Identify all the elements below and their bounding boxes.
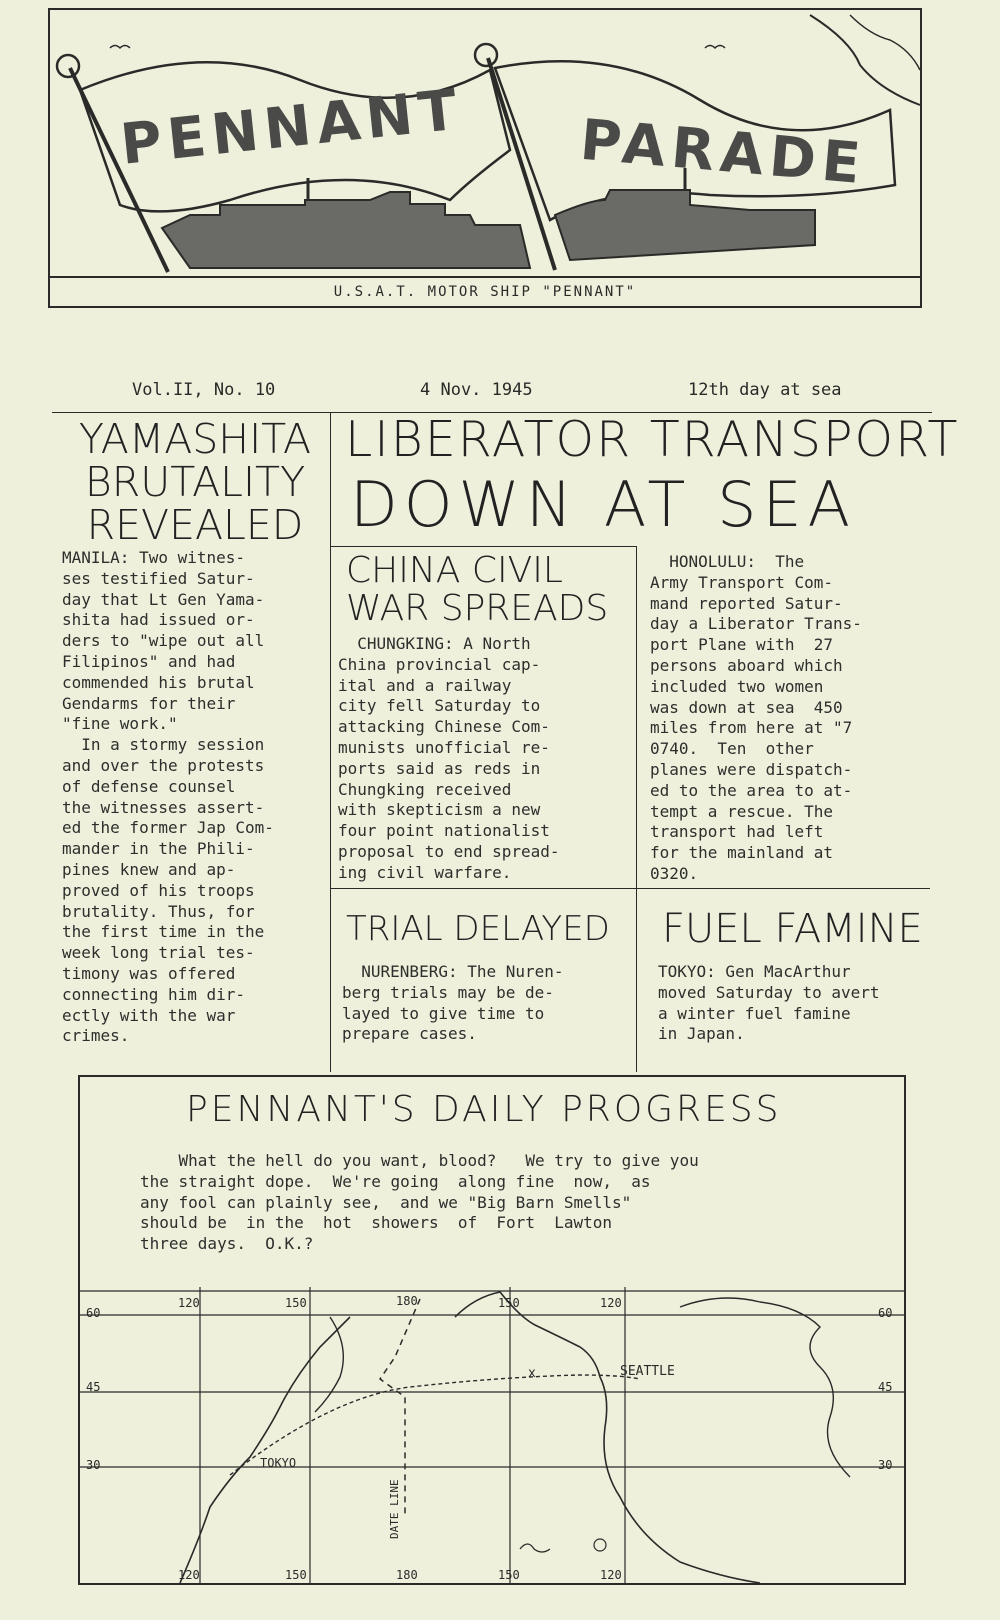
map-right-label-1: 60 — [878, 1306, 893, 1320]
volume-number: Vol.II, No. 10 — [132, 380, 276, 400]
map-bottom-label-1: 120 — [178, 1568, 200, 1582]
liberator-headline-line2: DOWN AT SEA — [350, 468, 857, 541]
map-bottom-label-5: 120 — [600, 1568, 622, 1582]
yamashita-body: MANILA: Two witnes- ses testified Satur- day that Lt Gen Yama- shita had issued or- ders to "wipe out all Filipinos" and had commended his brutal Gendarms for their "fine work." In a stormy session and over the protests of defense counsel the witnesses assert- ed the former Jap Com- mander in the Phili- pines knew and ap- proved of his troops brutality. Thus, for the first time in the week long trial tes- timony was offered connecting him dir- ectly with the war crimes. — [62, 548, 274, 1046]
map-place-tokyo: TOKYO — [260, 1456, 297, 1470]
yamashita-headline-line2: BRUTALITY — [84, 458, 306, 507]
map-top-label-5: 120 — [600, 1296, 622, 1310]
trial-headline: TRIAL DELAYED — [346, 909, 610, 949]
map-left-label-2: 45 — [86, 1380, 101, 1394]
fuel-body: TOKYO: Gen MacArthur moved Saturday to avert a winter fuel famine in Japan. — [658, 962, 880, 1044]
yamashita-headline-line3: REVEALED — [86, 501, 304, 550]
liberator-body: HONOLULU: The Army Transport Com- mand reported Satur- day a Liberator Trans- port Plane with 27 persons aboard which included two women was down at sea 450 miles from here at "7 0740. Ten other planes were dispatch- ed to the area to at- tempt a rescue. The transport had left for the mainland at 0320. — [650, 552, 862, 883]
fuel-headline: FUEL FAMINE — [662, 906, 923, 952]
china-headline-line2: WAR SPREADS — [346, 587, 609, 629]
progress-headline: PENNANT'S DAILY PROGRESS — [186, 1089, 782, 1130]
yamashita-headline-line1: YAMASHITA — [78, 415, 312, 463]
map-bottom-label-2: 150 — [285, 1568, 307, 1582]
map-dateline-label: DATE LINE — [388, 1479, 401, 1539]
map-bottom-label-4: 150 — [498, 1568, 520, 1582]
trial-body: NURENBERG: The Nuren- berg trials may be de- layed to give time to prepare cases. — [342, 962, 564, 1044]
map-top-label-1: 120 — [178, 1296, 200, 1310]
liberator-headline-line1: LIBERATOR TRANSPORT — [345, 411, 960, 468]
china-body: CHUNGKING: A North China provincial cap- ital and a railway city fell Saturday to attacking Chinese Com- munists unofficial re- ports said as reds in Chungking received with skepticism a new four point nationalist proposal to end spread- ing civil warfare. — [338, 634, 560, 882]
masthead-title-word1: PENNANT — [117, 77, 466, 178]
masthead-subtitle: U.S.A.T. MOTOR SHIP "PENNANT" — [333, 284, 637, 300]
map-top-label-3: 180 — [396, 1294, 418, 1308]
map-position-marker: x — [528, 1366, 536, 1381]
map-right-label-3: 30 — [878, 1458, 893, 1472]
map-top-label-4: 150 — [498, 1296, 520, 1310]
china-top-rule — [330, 546, 636, 547]
lower-rule — [330, 888, 930, 889]
column-divider-1 — [330, 412, 331, 1072]
map-place-seattle: SEATTLE — [620, 1364, 675, 1379]
column-divider-2 — [636, 546, 637, 1072]
masthead-title-word2: PARADE — [577, 107, 869, 198]
route-map — [80, 1287, 904, 1583]
china-headline — [346, 552, 608, 628]
masthead — [48, 8, 922, 308]
progress-body: What the hell do you want, blood? We try to give you the straight dope. We're going along fine now, as any fool can plainly see, and we "Big Barn Smells" should be in the hot showers of Fort Lawton three days. O.K.? — [140, 1151, 699, 1254]
map-left-label-1: 60 — [86, 1306, 101, 1320]
issue-date: 4 Nov. 1945 — [420, 380, 533, 400]
map-right-label-2: 45 — [878, 1380, 893, 1394]
days-at-sea: 12th day at sea — [688, 380, 842, 400]
daily-progress-box — [78, 1075, 906, 1585]
masthead-divider — [50, 276, 920, 278]
china-headline-line1: CHINA CIVIL — [346, 550, 563, 591]
map-left-label-3: 30 — [86, 1458, 101, 1472]
yamashita-headline — [60, 415, 330, 550]
map-bottom-label-3: 180 — [396, 1568, 418, 1582]
map-top-label-2: 150 — [285, 1296, 307, 1310]
